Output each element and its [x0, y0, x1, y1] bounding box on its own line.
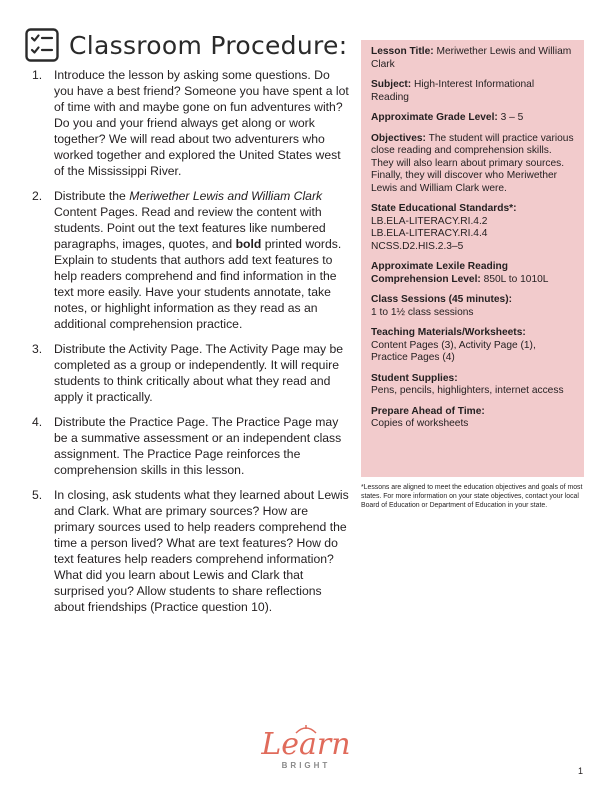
prepare-value: Copies of worksheets: [371, 418, 469, 429]
step-text-part: printed words. Explain to students that authors add text features to help readers comprehend and find information in the text more easily. Have your students annotate, take notes, or highlight information as they read as an additional comprehension practice.: [54, 237, 342, 331]
prepare-block: [371, 406, 574, 431]
procedure-step-3: [32, 341, 350, 405]
step-number: 3.: [32, 342, 43, 356]
step-text-part: Content Pages. Read and review the content with students. Point out the text features like numbered paragraphs, images, quotes, and: [54, 205, 326, 251]
objectives-block: [371, 133, 574, 196]
checklist-icon: [25, 28, 59, 62]
step-text: [54, 188, 350, 332]
standard-item: NCSS.D2.HIS.2.3–5: [371, 240, 464, 252]
lexile-label: Approximate Lexile Reading Comprehension Level:: [371, 261, 508, 285]
lesson-title-block: [371, 46, 574, 71]
standards-label: State Educational Standards*:: [371, 203, 517, 214]
subject-block: [371, 79, 574, 104]
sessions-value: 1 to 1½ class sessions: [371, 306, 474, 318]
supplies-block: [371, 373, 574, 398]
step-text: Introduce the lesson by asking some questions. Do you have a best friend? Someone you have spent a lot of time with and maybe gone on fun adventures with? Do you and your friend always get along or work together? We will read about two adventurers who worked together and explored the United States west of the Mississippi River.: [54, 68, 349, 178]
prepare-label: Prepare Ahead of Time:: [371, 405, 485, 417]
bold-word: bold: [235, 237, 262, 251]
procedure-step-4: [32, 414, 350, 478]
page-title: Classroom Procedure:: [69, 30, 348, 60]
sessions-block: [371, 294, 574, 319]
subject-label: Subject:: [371, 79, 412, 90]
step-number: 5.: [32, 488, 43, 502]
step-text: Distribute the Activity Page. The Activity Page may be completed as a group or independently. It will require students to think critically about what they read and apply it practically.: [54, 342, 344, 404]
lesson-info-sidebar: [361, 40, 584, 477]
standards-footnote: *Lessons are aligned to meet the education objectives and goals of most states. For more information on your state objectives, contact your local Board of Education or Department of Education in your state.: [361, 484, 583, 509]
step-text: In closing, ask students what they learned about Lewis and Clark. What are primary sources? How are primary sources used to help readers comprehend the time a person lived? What are text features? How do text features help readers comprehend information? What did you learn about Lewis and Clark that surprised you? Allow students to share reflections about friendships (Practice question 10).: [54, 488, 349, 614]
subject-value: High-Interest Informational Reading: [371, 79, 535, 103]
step-number: 2.: [32, 189, 43, 203]
standards-block: [371, 203, 574, 253]
content-pages-title: Meriwether Lewis and William Clark: [129, 189, 323, 203]
logo-word: Learn: [261, 727, 351, 762]
standard-item: LB.ELA-LITERACY.RI.4.4: [371, 228, 488, 239]
supplies-value: Pens, pencils, highlighters, internet access: [371, 385, 564, 396]
procedure-step-1: [32, 67, 350, 179]
page-header: [25, 27, 347, 63]
sessions-label: Class Sessions (45 minutes):: [371, 294, 512, 305]
procedure-step-2: [32, 188, 350, 332]
page-number: 1: [578, 766, 584, 776]
step-number: 4.: [32, 415, 43, 429]
materials-value: Content Pages (3), Activity Page (1), Practice Pages (4): [371, 339, 536, 363]
standard-item: LB.ELA-LITERACY.RI.4.2: [371, 215, 488, 227]
lesson-title-label: Lesson Title:: [371, 46, 434, 57]
lesson-title-value: Meriwether Lewis and William Clark: [371, 46, 572, 70]
procedure-step-5: [32, 487, 350, 615]
materials-block: [371, 327, 574, 365]
materials-label: Teaching Materials/Worksheets:: [371, 327, 526, 338]
grade-block: [371, 112, 574, 125]
step-text-part: Distribute the: [54, 189, 130, 203]
grade-label: Approximate Grade Level:: [371, 112, 498, 123]
objectives-value: The student will practice various close reading and comprehension skills. They will also learn about primary sources. Finally, they will discover who Meriwether Lewis and William Clark were.: [371, 132, 574, 194]
grade-value: 3 – 5: [500, 112, 524, 123]
lexile-value: 850L to 1010L: [483, 273, 549, 285]
supplies-label: Student Supplies:: [371, 372, 458, 384]
logo-subtitle: BRIGHT: [281, 761, 331, 770]
learn-bright-logo: [254, 725, 358, 775]
step-text: Distribute the Practice Page. The Practice Page may be a summative assessment or an independent class assignment. The Practice Page reinforces the comprehension skills in this lesson.: [54, 415, 342, 477]
step-number: 1.: [32, 68, 43, 82]
lexile-block: [371, 261, 574, 286]
procedure-list: [32, 67, 350, 624]
objectives-label: Objectives:: [371, 132, 426, 144]
